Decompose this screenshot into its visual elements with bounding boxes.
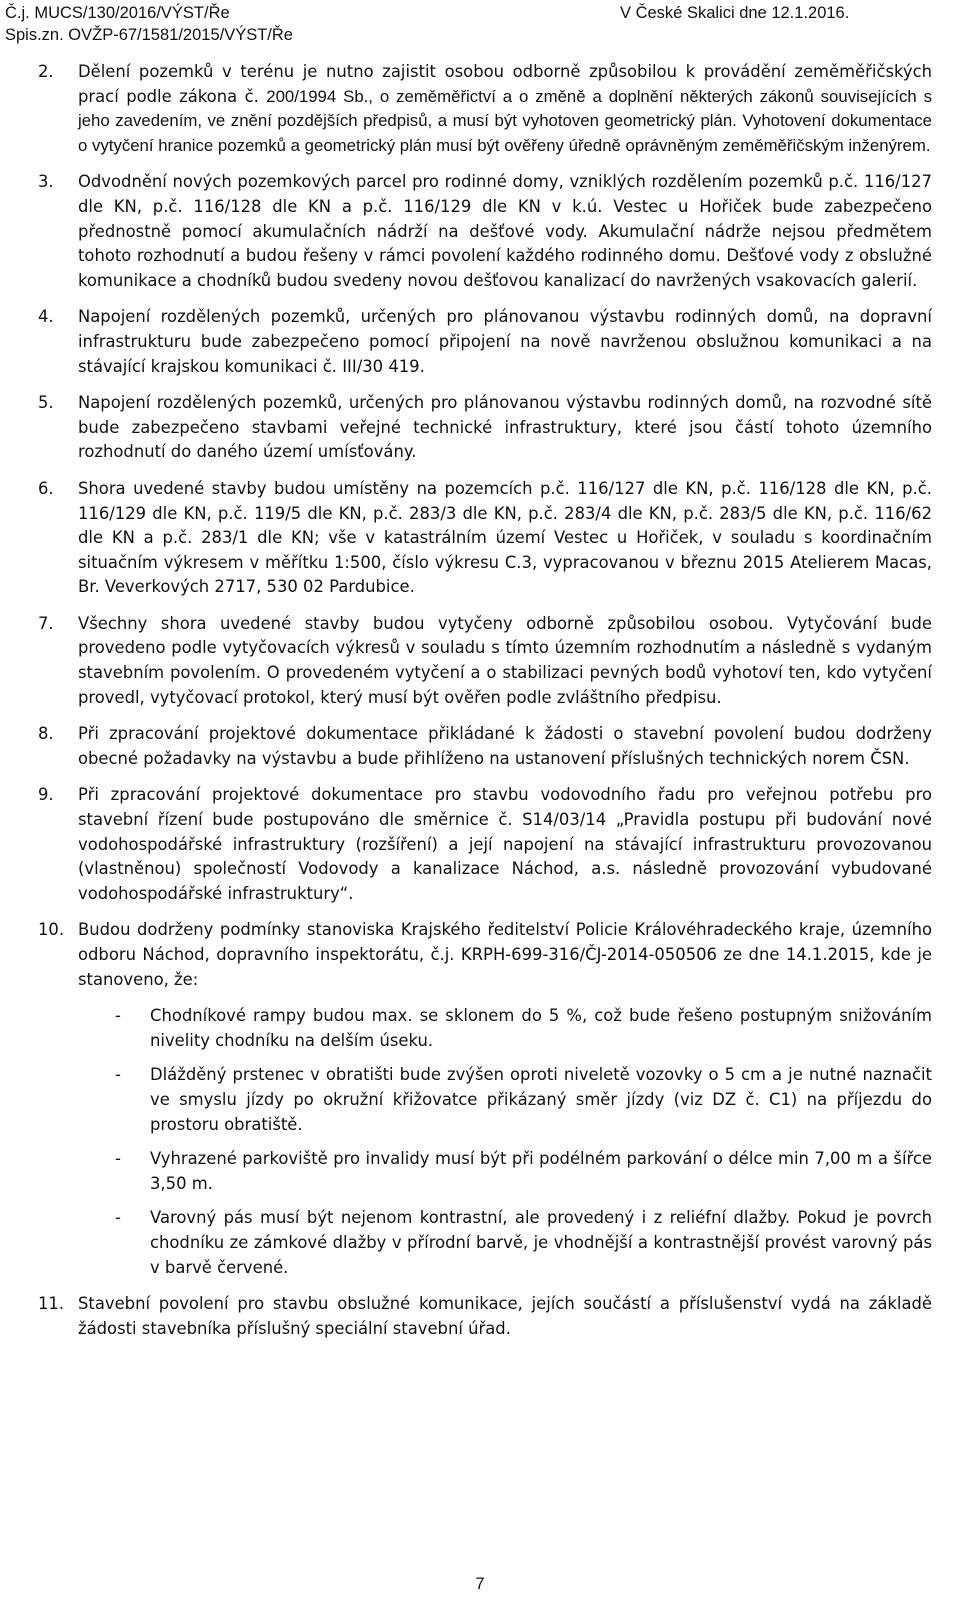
item-number: 5. bbox=[38, 393, 54, 413]
condition-item-9 bbox=[0, 783, 960, 906]
dash-marker: - bbox=[115, 1149, 121, 1169]
item-text: Shora uvedené stavby budou umístěny na pozemcích p.č. 116/127 dle KN, p.č. 116/128 dle KN, p.č. 116/129 dle KN, p.č. 119/5 dle KN, p.č. 283/3 dle KN, p.č. 283/4 dle KN, p.č. 283/5 dle KN, p.č. 116/62 dle KN a p.č. 283/1 dle KN; vše v katastrálním území Vestec u Hořiček, v souladu s koordinačním situačním výkresem v měřítku 1:500, číslo výkresu C.3, vypracovanou v březnu 2015 Atelierem Macas, Br. Veverkových 2717, 530 02 Pardubice. bbox=[78, 478, 932, 597]
list-item bbox=[78, 1147, 932, 1196]
condition-item-10 bbox=[0, 918, 960, 1280]
item-number: 7. bbox=[38, 613, 54, 633]
item-text: Stavební povolení pro stavbu obslužné komunikace, jejích součástí a příslušenství vydá na základě žádosti stavebníka příslušný speciální stavební úřad. bbox=[78, 1294, 932, 1338]
dash-marker: - bbox=[115, 1006, 121, 1026]
condition-item-11 bbox=[0, 1292, 960, 1341]
file-number: Spis.zn. OVŽP-67/1581/2015/VÝST/Ře bbox=[5, 26, 293, 44]
item-text: Všechny shora uvedené stavby budou vytyčeny odborně způsobilou osobou. Vytyčování bude provedeno podle vytyčovacích výkresů v souladu s tímto územním rozhodnutím a následně s vydaným stavebním povolením. O provedeném vytyčení a o stabilizaci pevných bodů vyhotoví ten, kdo vytyčení provedl, vytyčovací protokol, který musí být ověřen podle zvláštního předpisu. bbox=[78, 613, 932, 707]
item-text: Odvodnění nových pozemkových parcel pro rodinné domy, vzniklých rozdělením pozemků p.č. 116/127 dle KN, p.č. 116/128 dle KN a p.č. 116/129 dle KN v k.ú. Vestec u Hořiček bude zabezpečeno přednostně pomocí akumulačních nádrží na dešťové vody. Akumulační nádrže nejsou předmětem tohoto rozhodnutí a budou řešeny v rámci povolení každého rodinného domu. Dešťové vody z obslužné komunikace a chodníků budou svedeny novou dešťovou kanalizací do navržených vsakovacích galerií. bbox=[78, 172, 932, 290]
condition-item-4 bbox=[0, 305, 960, 379]
item-text: Napojení rozdělených pozemků, určených pro plánovanou výstavbu rodinných domů, na dopravní infrastrukturu bude zabezpečeno pomocí připojení na nově navrženou obslužnou komunikaci a na stávající krajskou komunikaci č. III/30 419. bbox=[78, 307, 932, 376]
condition-item-8 bbox=[0, 722, 960, 771]
police-requirements-list bbox=[78, 1004, 932, 1280]
item-number: 3. bbox=[38, 172, 54, 192]
list-item-text: Dlážděný prstenec v obratišti bude zvýšen oproti niveletě vozovky o 5 cm a je nutné naznačit ve smyslu jízdy po okružní křižovatce přikázaný směr jízdy (viz DZ č. C1) na příjezdu do prostoru obratiště. bbox=[150, 1065, 932, 1134]
item-number: 9. bbox=[38, 785, 54, 805]
dash-marker: - bbox=[115, 1208, 121, 1228]
list-item-text: Chodníkové rampy budou max. se sklonem do 5 %, což bude řešeno postupným snižováním nivelity chodníku na delším úseku. bbox=[150, 1006, 932, 1050]
document-date: V České Skalici dne 12.1.2016. bbox=[620, 4, 850, 22]
list-item bbox=[78, 1206, 932, 1280]
page-header bbox=[0, 0, 960, 46]
item-number: 10. bbox=[38, 920, 65, 940]
item-text: Při zpracování projektové dokumentace přikládané k žádosti o stavební povolení budou dodrženy obecné požadavky na výstavbu a bude přihlíženo na ustanovení příslušných technických norem ČSN. bbox=[78, 724, 932, 768]
item-number: 11. bbox=[38, 1294, 65, 1314]
item-number: 8. bbox=[38, 724, 54, 744]
item-text: Budou dodrženy podmínky stanoviska Krajského ředitelství Policie Královéhradeckého kraje, územního odboru Náchod, dopravního inspektorátu, č.j. KRPH-699-316/ČJ-2014-050506 ze dne 14.1.2015, kde je stanoveno, že: bbox=[78, 920, 932, 989]
dash-marker: - bbox=[115, 1065, 121, 1085]
document-body bbox=[0, 60, 960, 1353]
list-item bbox=[78, 1063, 932, 1137]
page-number: 7 bbox=[475, 1575, 485, 1593]
condition-item-3 bbox=[0, 170, 960, 293]
list-item-text: Vyhrazené parkoviště pro invalidy musí být při podélném parkování o délce min 7,00 m a šířce 3,50 m. bbox=[150, 1149, 932, 1193]
item-text: Při zpracování projektové dokumentace pro stavbu vodovodního řadu pro veřejnou potřebu pro stavební řízení bude postupováno dle směrnice č. S14/03/14 „Pravidla postupu při budování nové vodohospodářské infrastruktury (rozšíření) a její napojení na stávající infrastrukturu provozovanou (vlastněnou) společností Vodovody a kanalizace Náchod, a.s. následně provozování vybudované vodohospodářské infrastruktury“. bbox=[78, 785, 932, 903]
item-number: 2. bbox=[38, 62, 54, 81]
item-text: Napojení rozdělených pozemků, určených pro plánovanou výstavbu rodinných domů, na rozvodné sítě bude zabezpečeno stavbami veřejné technické infrastruktury, které jsou částí tohoto územního rozhodnutí do daného území umísťovány. bbox=[78, 393, 932, 462]
item-number: 4. bbox=[38, 307, 54, 327]
condition-item-5 bbox=[0, 391, 960, 465]
item-text: Dělení pozemků v terénu je nutno zajistit osobou odborně způsobilou k provádění zeměměřičských prací podle zákona č. 200/1994 Sb., o zeměměřictví a o změně a doplnění některých zákonů souvisejících s jeho zavedením, ve znění pozdějších předpisů, a musí být vyhotoven geometrický plán. Vyhotovení dokumentace o vytyčení hranice pozemků a geometrický plán musí být ověřeny úředně oprávněným zeměměřičským inženýrem. bbox=[78, 62, 932, 155]
condition-item-6 bbox=[0, 477, 960, 600]
item-number: 6. bbox=[38, 478, 54, 498]
reference-number: Č.j. MUCS/130/2016/VÝST/Ře bbox=[5, 4, 230, 22]
list-item bbox=[78, 1004, 932, 1053]
condition-item-7 bbox=[0, 612, 960, 710]
condition-item-2 bbox=[0, 60, 960, 158]
list-item-text: Varovný pás musí být nejenom kontrastní, ale provedený i z reliéfní dlažby. Pokud je povrch chodníku ze zámkové dlažby v přírodní barvě, je vhodnější a kontrastnější provést varovný pás v barvě červené. bbox=[150, 1208, 932, 1277]
